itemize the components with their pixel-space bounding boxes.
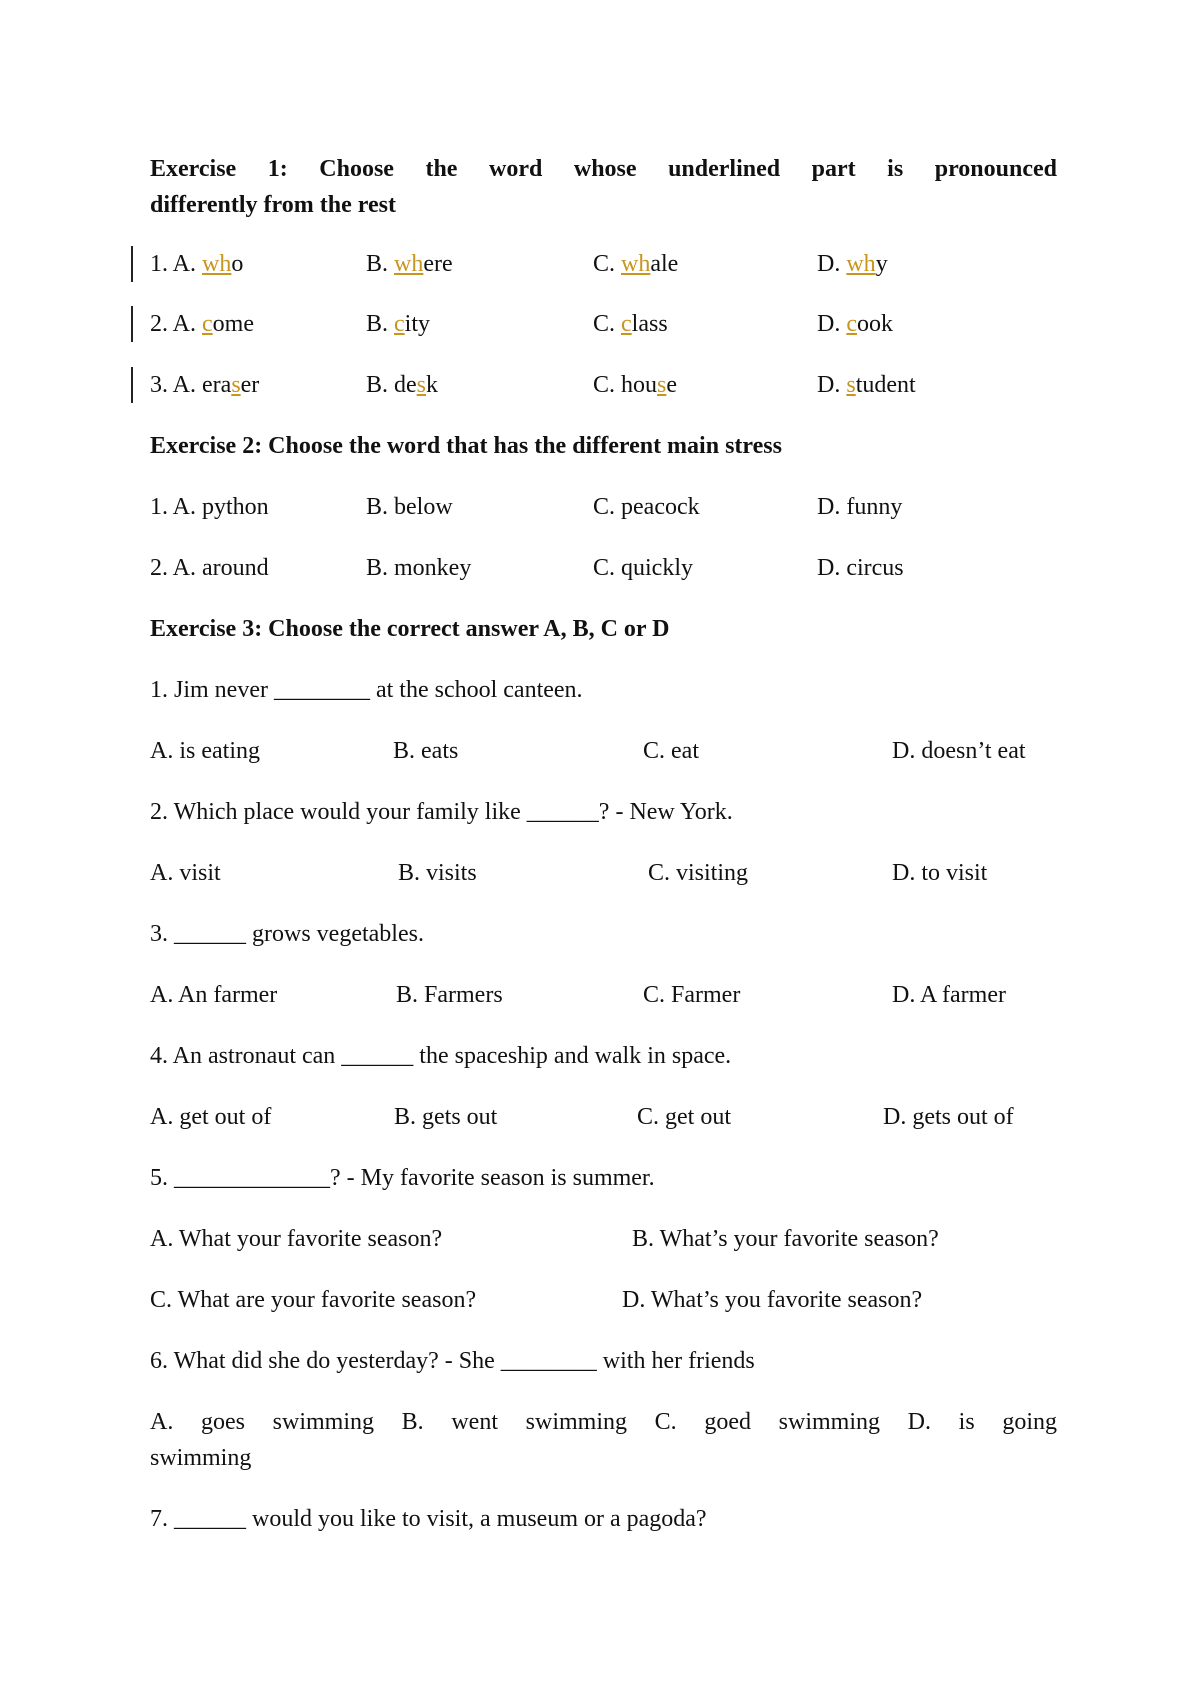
option: B. monkey [366, 555, 472, 581]
option: C. peacock [593, 494, 700, 520]
option: A. visit [150, 860, 221, 886]
question-3-options [0, 977, 1200, 1013]
exercise-1-row-2 [0, 306, 1200, 342]
option: D. circus [817, 555, 904, 581]
exercise-1-heading: Exercise 1: Choose the word whose underlined part is pronounced [150, 156, 1057, 182]
option-3c: C. house [593, 372, 678, 398]
exercise-1-row-1 [0, 246, 1200, 282]
question-4: 4. An astronaut can ______ the spaceship and walk in space. [150, 1043, 732, 1069]
option: A. get out of [150, 1104, 272, 1130]
option: B. What’s your favorite season? [632, 1226, 939, 1252]
question-6-options-wrap: swimming [150, 1445, 252, 1471]
option: B. below [366, 494, 453, 520]
option: D. What’s you favorite season? [622, 1287, 923, 1313]
option: 2. A. around [150, 555, 269, 581]
exercise-1-row-3 [0, 367, 1200, 403]
question-6-options: A. goes swimming B. went swimming C. goed swimming D. is going [150, 1409, 1057, 1435]
option: B. eats [393, 738, 459, 764]
option-2b: B. city [366, 311, 431, 337]
option: D. A farmer [892, 982, 1006, 1008]
option: A. An farmer [150, 982, 278, 1008]
question-6: 6. What did she do yesterday? - She ________ with her friends [150, 1348, 755, 1374]
option-2c: C. class [593, 311, 668, 337]
question-2: 2. Which place would your family like ______? - New York. [150, 799, 733, 825]
option-1c: C. whale [593, 251, 679, 277]
option: B. Farmers [396, 982, 503, 1008]
option: D. to visit [892, 860, 988, 886]
question-5-options-row-2 [0, 1282, 1200, 1318]
question-1-options [0, 733, 1200, 769]
option: D. gets out of [883, 1104, 1014, 1130]
exercise-3-heading: Exercise 3: Choose the correct answer A, B, C or D [150, 616, 670, 642]
option: C. get out [637, 1104, 731, 1130]
option-1d: D. why [817, 251, 888, 277]
question-5: 5. _____________? - My favorite season is summer. [150, 1165, 655, 1191]
option: A. is eating [150, 738, 260, 764]
option: D. doesn’t eat [892, 738, 1026, 764]
option: 1. A. python [150, 494, 269, 520]
option: C. What are your favorite season? [150, 1287, 477, 1313]
option: B. visits [398, 860, 477, 886]
option-1a: 1. A. who [150, 251, 244, 277]
option: C. visiting [648, 860, 749, 886]
question-4-options [0, 1099, 1200, 1135]
question-1: 1. Jim never ________ at the school canteen. [150, 677, 583, 703]
option-3a: 3. A. eraser [150, 372, 260, 398]
exercise-1-heading-continued: differently from the rest [150, 192, 396, 218]
option-2d: D. cook [817, 311, 893, 337]
option: C. Farmer [643, 982, 741, 1008]
exercise-2-row-2 [0, 550, 1200, 586]
exercise-2-row-1 [0, 489, 1200, 525]
option-1b: B. where [366, 251, 453, 277]
option: A. What your favorite season? [150, 1226, 443, 1252]
exercise-2-heading: Exercise 2: Choose the word that has the different main stress [150, 433, 782, 459]
question-2-options [0, 855, 1200, 891]
question-5-options-row-1 [0, 1221, 1200, 1257]
question-3: 3. ______ grows vegetables. [150, 921, 424, 947]
option: B. gets out [394, 1104, 498, 1130]
option: C. quickly [593, 555, 693, 581]
option-3b: B. desk [366, 372, 439, 398]
question-7: 7. ______ would you like to visit, a museum or a pagoda? [150, 1506, 707, 1532]
option-2a: 2. A. come [150, 311, 254, 337]
option: C. eat [643, 738, 699, 764]
option-3d: D. student [817, 372, 916, 398]
option: D. funny [817, 494, 903, 520]
